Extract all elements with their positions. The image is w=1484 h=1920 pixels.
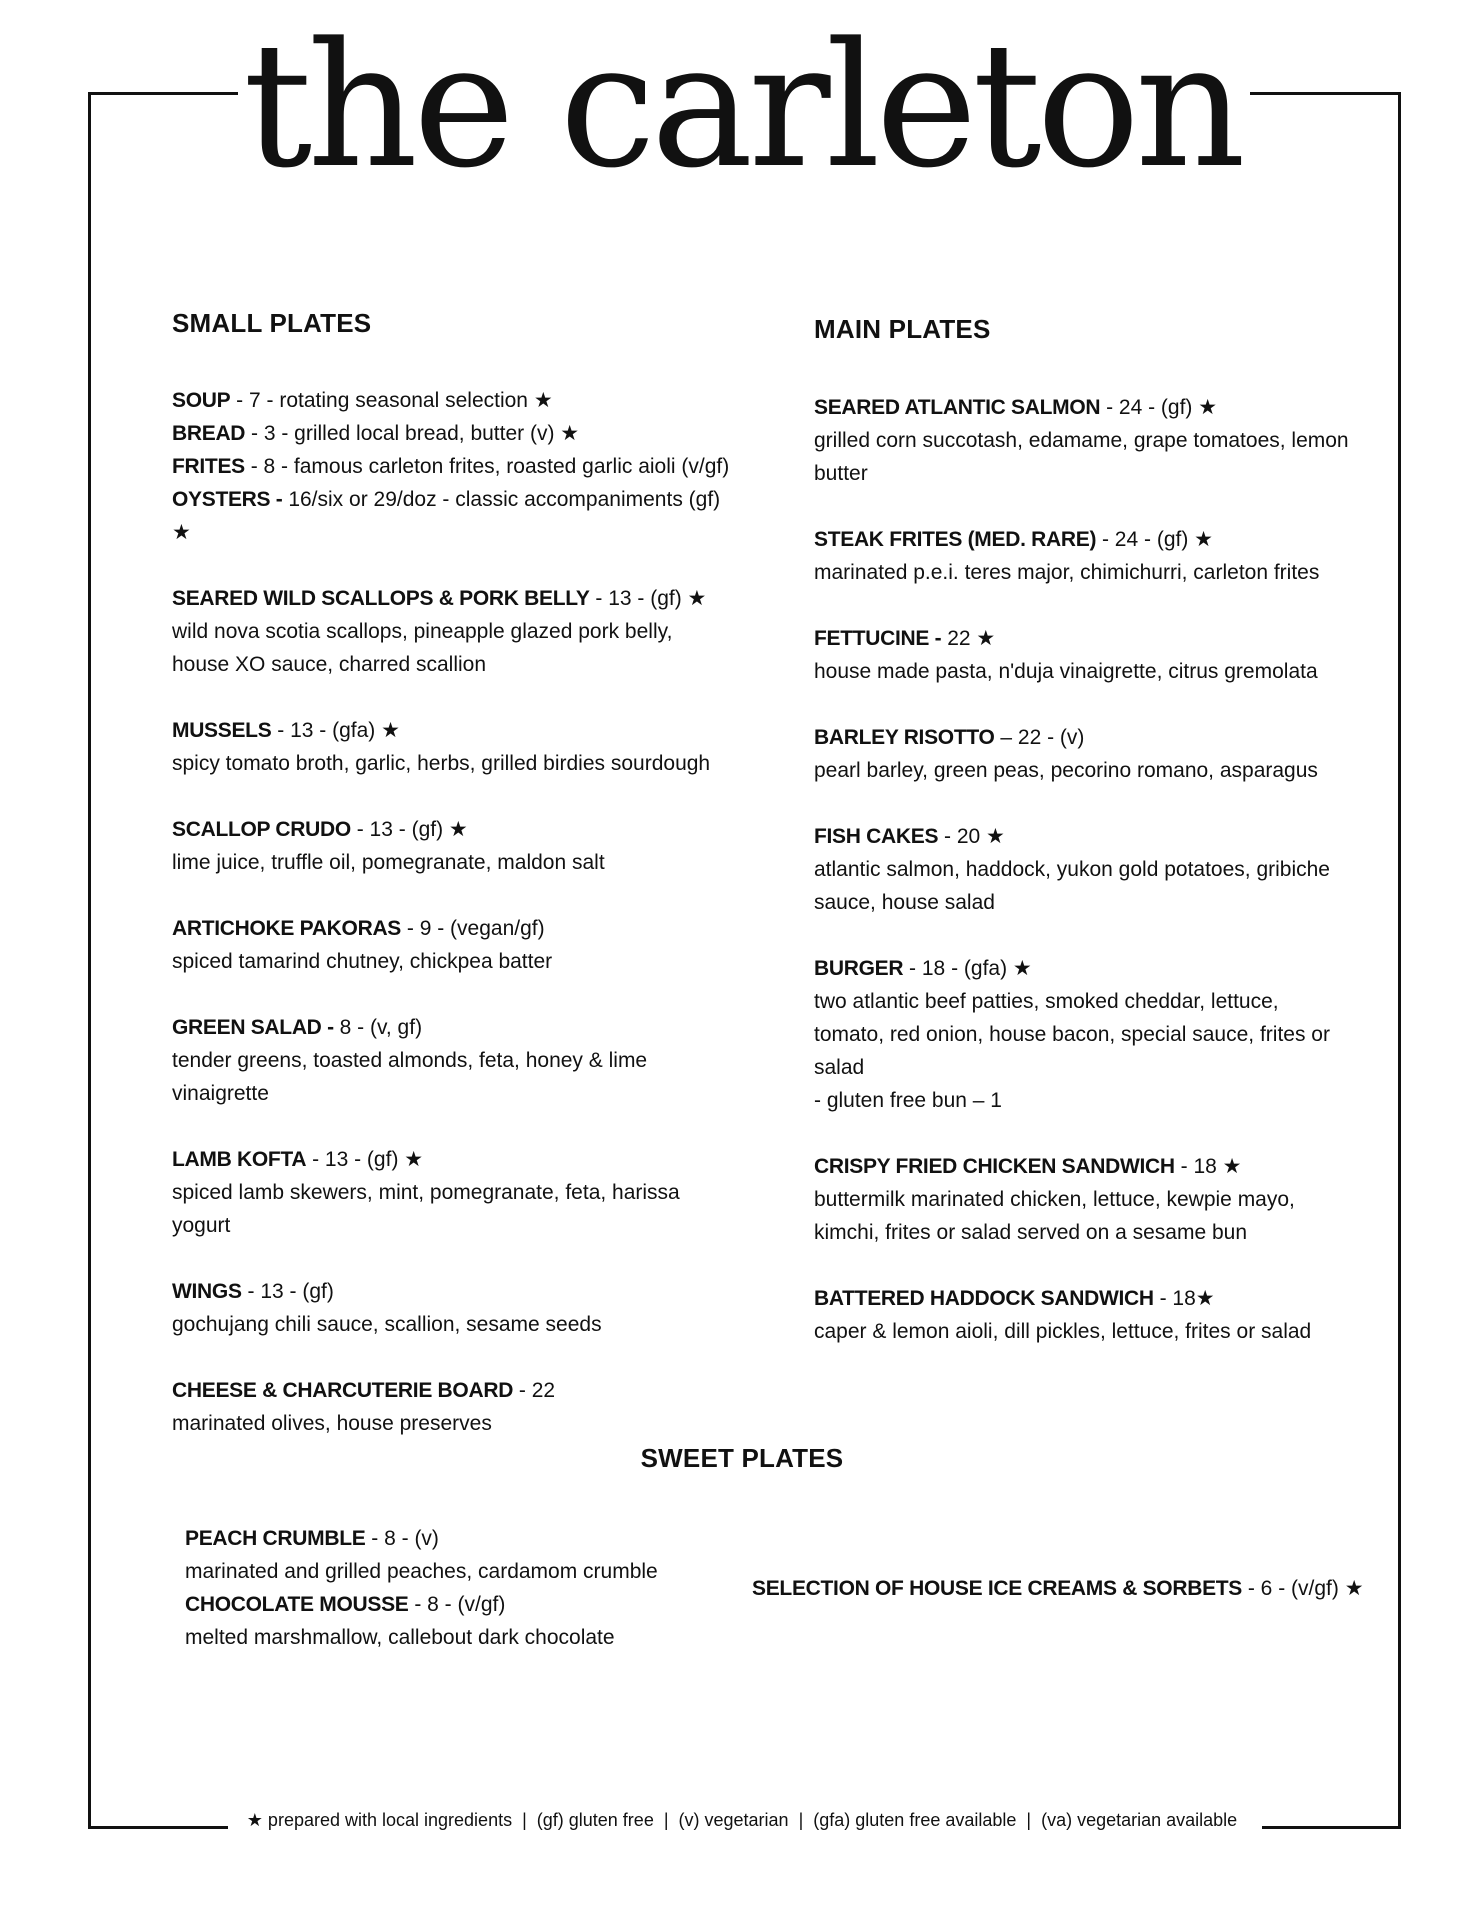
sweet-plates-left-list [185, 1522, 745, 1687]
menu-item-name: FISH CAKES [814, 825, 939, 848]
menu-item-description: tender greens, toasted almonds, feta, honey & lime vinaigrette [172, 1049, 648, 1105]
menu-item-name: LAMB KOFTA [172, 1148, 307, 1171]
menu-item-description: marinated p.e.i. teres major, chimichurri, carleton frites [814, 561, 1320, 584]
menu-item-name: OYSTERS - [172, 488, 283, 511]
menu-item-price: - 3 - grilled local bread, butter (v) ★ [245, 422, 580, 445]
menu-item-name: ARTICHOKE PAKORAS [172, 917, 402, 940]
menu-item-description: grilled corn succotash, edamame, grape tomatoes, lemon butter [814, 429, 1349, 485]
legend-separator: | [1026, 1810, 1032, 1830]
menu-item-group [814, 622, 1354, 688]
main-plates-list [814, 391, 1354, 1381]
menu-item-name: SEARED WILD SCALLOPS & PORK BELLY [172, 587, 590, 610]
menu-item-heading [172, 582, 732, 615]
menu-item-description: marinated and grilled peaches, cardamom crumble [185, 1560, 658, 1583]
legend-entry: (gf) gluten free [536, 1810, 654, 1830]
menu-item-group [814, 1150, 1354, 1249]
menu-item-heading [814, 391, 1354, 424]
menu-item-heading [814, 622, 1354, 655]
legend-entry: (va) vegetarian available [1041, 1810, 1238, 1830]
menu-item-description: wild nova scotia scallops, pineapple glazed pork belly, house XO sauce, charred scallion [172, 620, 673, 676]
menu-item-price: – 22 - (v) [994, 726, 1085, 749]
legend-entry: (v) vegetarian [678, 1810, 789, 1830]
menu-item-name: CHOCOLATE MOUSSE [185, 1593, 409, 1616]
menu-item-group [814, 820, 1354, 919]
menu-item-name: BATTERED HADDOCK SANDWICH [814, 1287, 1154, 1310]
menu-item-group [172, 1143, 732, 1242]
menu-item-name: SOUP [172, 389, 231, 412]
menu-item-heading [172, 1374, 732, 1407]
menu-item-name: STEAK FRITES (MED. RARE) [814, 528, 1097, 551]
menu-item-group [172, 1011, 732, 1110]
legend-separator: | [522, 1810, 527, 1830]
menu-item-heading [814, 523, 1354, 556]
menu-item-price: - 8 - famous carleton frites, roasted garlic aioli (v/gf) [244, 455, 730, 478]
menu-item-heading [814, 1150, 1354, 1183]
menu-item-heading [172, 912, 732, 945]
menu-item-group [814, 523, 1354, 589]
menu-item-price: - 13 - (gf) ★ [589, 587, 707, 610]
menu-item-heading [172, 813, 732, 846]
menu-item-price: 16/six or 29/doz - classic accompaniments (gf) ★ [172, 488, 721, 544]
menu-item-description: spiced tamarind chutney, chickpea batter [172, 950, 553, 973]
menu-item-name: SCALLOP CRUDO [172, 818, 351, 841]
menu-item-heading [172, 483, 732, 549]
small-plates-list [172, 384, 732, 1473]
menu-item-name: SELECTION OF HOUSE ICE CREAMS & SORBETS [752, 1577, 1243, 1600]
menu-item-description: lime juice, truffle oil, pomegranate, maldon salt [172, 851, 605, 874]
menu-item-description: spicy tomato broth, garlic, herbs, grilled birdies sourdough [172, 752, 711, 775]
menu-item-group [172, 384, 732, 549]
menu-item-name: BURGER [814, 957, 904, 980]
menu-item-heading [172, 1011, 732, 1044]
menu-item-group [172, 582, 732, 681]
menu-item-price: - 13 - (gf) ★ [350, 818, 468, 841]
menu-item-price: - 7 - rotating seasonal selection ★ [230, 389, 553, 412]
legend-entry: ★ prepared with local ingredients [246, 1810, 513, 1830]
menu-item-heading [185, 1588, 745, 1621]
menu-item-group [814, 721, 1354, 787]
frame-left [88, 92, 91, 1829]
menu-item-description: caper & lemon aioli, dill pickles, lettuce, frites or salad [814, 1320, 1312, 1343]
menu-item-heading [814, 952, 1354, 985]
menu-item-description: house made pasta, n'duja vinaigrette, citrus gremolata [814, 660, 1318, 683]
menu-item-heading [172, 384, 732, 417]
menu-item-description: spiced lamb skewers, mint, pomegranate, feta, harissa yogurt [172, 1181, 680, 1237]
menu-item-heading [814, 1282, 1354, 1315]
menu-item-group [172, 813, 732, 879]
legend-separator: | [798, 1810, 804, 1830]
menu-item-price: - 13 - (gf) ★ [306, 1148, 424, 1171]
menu-item-heading [172, 1143, 732, 1176]
menu-item-group [185, 1522, 745, 1654]
menu-item-name: CRISPY FRIED CHICKEN SANDWICH [814, 1155, 1175, 1178]
menu-item-name: BREAD [172, 422, 246, 445]
menu-item-heading [172, 450, 732, 483]
menu-item-price: - 18 - (gfa) ★ [903, 957, 1032, 980]
menu-item-name: FRITES [172, 455, 245, 478]
menu-item-description: buttermilk marinated chicken, lettuce, kewpie mayo, kimchi, frites or salad served on a sesame bun [814, 1188, 1295, 1244]
menu-item-group [172, 1374, 732, 1440]
menu-item-description: pearl barley, green peas, pecorino romano, asparagus [814, 759, 1318, 782]
menu-item-name: CHEESE & CHARCUTERIE BOARD [172, 1379, 514, 1402]
small-plates-title: SMALL PLATES [172, 308, 372, 338]
menu-item-name: FETTUCINE - [814, 627, 942, 650]
restaurant-logo: the carleton [243, 5, 1241, 206]
legend-separator: | [663, 1810, 669, 1830]
menu-item-price: - 13 - (gfa) ★ [271, 719, 400, 742]
menu-item-price: - 22 [513, 1379, 556, 1402]
menu-item-name: BARLEY RISOTTO [814, 726, 995, 749]
menu-item-description: melted marshmallow, callebout dark chocolate [185, 1626, 615, 1649]
menu-item-group [172, 1275, 732, 1341]
menu-item-heading [172, 417, 732, 450]
legend-entry: (gfa) gluten free available [813, 1810, 1017, 1830]
menu-item-heading [814, 820, 1354, 853]
menu-item-price: - 9 - (vegan/gf) [401, 917, 545, 940]
menu-item-name: MUSSELS [172, 719, 272, 742]
menu-item-price: - 18 ★ [1174, 1155, 1242, 1178]
menu-item-group [814, 952, 1354, 1117]
menu-item-heading [172, 714, 732, 747]
menu-item-group [814, 1282, 1354, 1348]
menu-item-price: - 20 ★ [938, 825, 1005, 848]
menu-item-name: GREEN SALAD - [172, 1016, 334, 1039]
menu-item-name: PEACH CRUMBLE [185, 1527, 366, 1550]
legend-footer [0, 1808, 1484, 1832]
menu-item-price: - 24 - (gf) ★ [1100, 396, 1218, 419]
menu-item-price: - 13 - (gf) [241, 1280, 334, 1303]
menu-item-description: atlantic salmon, haddock, yukon gold potatoes, gribiche sauce, house salad [814, 858, 1330, 914]
menu-item-price: - 8 - (v) [365, 1527, 439, 1550]
menu-item-price: 22 ★ [941, 627, 996, 650]
menu-item-price: - 18★ [1153, 1287, 1215, 1310]
menu-item-heading [185, 1522, 745, 1555]
menu-item-price: - 24 - (gf) ★ [1096, 528, 1213, 551]
menu-item-group [172, 912, 732, 978]
menu-item-heading [172, 1275, 732, 1308]
menu-item-price: - 8 - (v/gf) [408, 1593, 506, 1616]
menu-item-price: 8 - (v, gf) [333, 1016, 423, 1039]
menu-item-description: two atlantic beef patties, smoked cheddar, lettuce, tomato, red onion, house bacon, special sauce, frites or salad [814, 990, 1330, 1079]
sweet-plates-right-list [752, 1572, 1392, 1638]
menu-item-group [814, 391, 1354, 490]
sweet-plates-title: SWEET PLATES [640, 1443, 844, 1473]
menu-item-price: - 6 - (v/gf) ★ [1242, 1577, 1364, 1600]
menu-item-name: SEARED ATLANTIC SALMON [814, 396, 1101, 419]
main-plates-title: MAIN PLATES [814, 314, 991, 344]
menu-item-heading [814, 721, 1354, 754]
menu-item-group [752, 1572, 1392, 1605]
menu-item-name: WINGS [172, 1280, 242, 1303]
menu-item-description: gochujang chili sauce, scallion, sesame seeds [172, 1313, 602, 1336]
frame-right [1398, 92, 1401, 1829]
menu-item-description: - gluten free bun – 1 [814, 1089, 1002, 1112]
menu-item-heading [752, 1572, 1392, 1605]
menu-item-description: marinated olives, house preserves [172, 1412, 492, 1435]
menu-item-group [172, 714, 732, 780]
